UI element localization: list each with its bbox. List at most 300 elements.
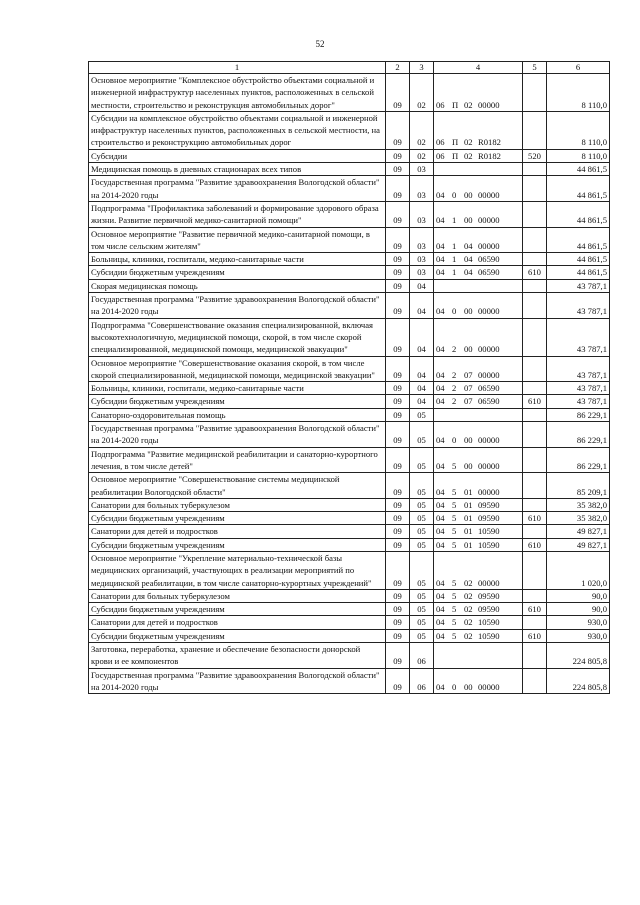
target-article-code xyxy=(434,512,523,525)
subsection-code: 03 xyxy=(410,201,434,227)
expense-type-code xyxy=(523,408,547,421)
section-code: 09 xyxy=(386,356,410,382)
row-name: Основное мероприятие "Развитие первичной медико-санитарной помощи, в том числе сельским жителям" xyxy=(89,227,386,253)
target-article-code xyxy=(434,408,523,421)
amount-value: 44 861,5 xyxy=(547,266,610,279)
section-code: 09 xyxy=(386,176,410,202)
expense-type-code xyxy=(523,447,547,473)
target-article-parts xyxy=(436,136,520,148)
subprogram-code: П xyxy=(452,150,459,161)
amount-value: 90,0 xyxy=(547,603,610,616)
event-code: 00 xyxy=(464,460,473,471)
table-row xyxy=(89,512,610,525)
table-row xyxy=(89,266,610,279)
row-name: Субсидии бюджетным учреждениям xyxy=(89,266,386,279)
subsection-code: 05 xyxy=(410,473,434,499)
target-article-code xyxy=(434,201,523,227)
target-article-code xyxy=(434,395,523,408)
subsection-code: 04 xyxy=(410,382,434,395)
row-name: Санатории для больных туберкулезом xyxy=(89,589,386,602)
row-name: Государственная программа "Развитие здравоохранения Вологодской области" на 2014-2020 годы xyxy=(89,176,386,202)
target-article-parts xyxy=(436,616,520,628)
direction-code: 10590 xyxy=(478,630,500,641)
section-code: 09 xyxy=(386,74,410,112)
target-article-code xyxy=(434,149,523,162)
program-code: 04 xyxy=(436,681,445,692)
direction-code: 06590 xyxy=(478,254,500,265)
target-article-code xyxy=(434,629,523,642)
event-code: 04 xyxy=(464,267,473,278)
target-article-parts xyxy=(436,499,520,511)
target-article-code xyxy=(434,111,523,149)
subsection-code: 05 xyxy=(410,603,434,616)
expense-type-code: 520 xyxy=(523,149,547,162)
subsection-code: 03 xyxy=(410,266,434,279)
program-code: 04 xyxy=(436,526,445,537)
row-name: Субсидии xyxy=(89,149,386,162)
expense-type-code xyxy=(523,201,547,227)
direction-code: 00000 xyxy=(478,681,500,692)
amount-value: 43 787,1 xyxy=(547,293,610,319)
direction-code: R0182 xyxy=(478,137,501,148)
amount-value: 49 827,1 xyxy=(547,538,610,551)
target-article-code xyxy=(434,227,523,253)
amount-value: 930,0 xyxy=(547,629,610,642)
table-row xyxy=(89,589,610,602)
row-name: Подпрограмма "Развитие медицинской реабилитации и санаторно-курортного лечения, в том числе детей" xyxy=(89,447,386,473)
subsection-code: 05 xyxy=(410,512,434,525)
table-row xyxy=(89,643,610,669)
table-row xyxy=(89,525,610,538)
section-code: 09 xyxy=(386,253,410,266)
table-row xyxy=(89,227,610,253)
section-code: 09 xyxy=(386,279,410,292)
subsection-code: 04 xyxy=(410,279,434,292)
subprogram-code: 5 xyxy=(452,604,457,615)
expense-type-code xyxy=(523,643,547,669)
table-row xyxy=(89,616,610,629)
event-code: 01 xyxy=(464,526,473,537)
row-name: Скорая медицинская помощь xyxy=(89,279,386,292)
subprogram-code: 1 xyxy=(452,267,457,278)
subsection-code: 02 xyxy=(410,149,434,162)
section-code: 09 xyxy=(386,149,410,162)
event-code: 01 xyxy=(464,486,473,497)
subsection-code: 06 xyxy=(410,668,434,694)
direction-code: 10590 xyxy=(478,617,500,628)
column-header-6: 6 xyxy=(547,62,610,74)
target-article-parts xyxy=(436,681,520,693)
target-article-code xyxy=(434,525,523,538)
amount-value: 86 229,1 xyxy=(547,408,610,421)
row-name: Основное мероприятие "Комплексное обустройство объектами социальной и инженерной инфраструктур населенных пунктов, расположенных в сельской местности, строительство и реконструкция автомобильных дорог" xyxy=(89,74,386,112)
section-code: 09 xyxy=(386,643,410,669)
subsection-code: 04 xyxy=(410,395,434,408)
section-code: 09 xyxy=(386,382,410,395)
target-article-parts xyxy=(436,525,520,537)
section-code: 09 xyxy=(386,227,410,253)
row-name: Подпрограмма "Профилактика заболеваний и формирование здорового образа жизни. Развитие первичной медико-санитарной помощи" xyxy=(89,201,386,227)
amount-value: 44 861,5 xyxy=(547,163,610,176)
row-name: Санатории для детей и подростков xyxy=(89,616,386,629)
expense-type-code xyxy=(523,382,547,395)
amount-value: 44 861,5 xyxy=(547,253,610,266)
amount-value: 43 787,1 xyxy=(547,279,610,292)
subsection-code: 05 xyxy=(410,525,434,538)
table-row xyxy=(89,253,610,266)
event-code: 04 xyxy=(464,254,473,265)
event-code: 00 xyxy=(464,344,473,355)
event-code: 07 xyxy=(464,369,473,380)
target-article-code xyxy=(434,279,523,292)
table-row xyxy=(89,395,610,408)
program-code: 04 xyxy=(436,435,445,446)
table-row xyxy=(89,382,610,395)
event-code: 02 xyxy=(464,604,473,615)
subprogram-code: 0 xyxy=(452,681,457,692)
target-article-parts xyxy=(436,99,520,111)
subprogram-code: 5 xyxy=(452,526,457,537)
row-name: Санатории для детей и подростков xyxy=(89,525,386,538)
program-code: 04 xyxy=(436,369,445,380)
table-row xyxy=(89,538,610,551)
row-name: Основное мероприятие "Укрепление материально-технической базы медицинских организаций, участвующих в реализации мероприятий по медицинской реабилитации, в том числе санаторно-курортных учреждений" xyxy=(89,551,386,589)
amount-value: 43 787,1 xyxy=(547,395,610,408)
table-row xyxy=(89,111,610,149)
column-header-1: 1 xyxy=(89,62,386,74)
expense-type-code: 610 xyxy=(523,266,547,279)
direction-code: 00000 xyxy=(478,577,500,588)
section-code: 09 xyxy=(386,589,410,602)
program-code: 04 xyxy=(436,513,445,524)
target-article-parts xyxy=(436,382,520,394)
row-name: Подпрограмма "Совершенствование оказания специализированной, включая высокотехнологичную, медицинской помощи, скорой, в том числе скорой специализированной, медицинской помощи, медицинской эвакуации" xyxy=(89,318,386,356)
row-name: Субсидии бюджетным учреждениям xyxy=(89,395,386,408)
subsection-code: 05 xyxy=(410,408,434,421)
amount-value: 43 787,1 xyxy=(547,382,610,395)
amount-value: 86 229,1 xyxy=(547,447,610,473)
expense-type-code xyxy=(523,176,547,202)
table-row xyxy=(89,318,610,356)
table-row xyxy=(89,447,610,473)
table-row xyxy=(89,201,610,227)
direction-code: 09590 xyxy=(478,513,500,524)
page-number: 52 xyxy=(315,39,325,49)
program-code: 04 xyxy=(436,396,445,407)
row-name: Санаторно-оздоровительная помощь xyxy=(89,408,386,421)
target-article-code xyxy=(434,668,523,694)
expense-type-code xyxy=(523,589,547,602)
direction-code: 09590 xyxy=(478,499,500,510)
target-article-code xyxy=(434,589,523,602)
table-row xyxy=(89,279,610,292)
row-name: Основное мероприятие "Совершенствование оказания скорой, в том числе скорой специализированной, медицинской помощи, медицинской эвакуации" xyxy=(89,356,386,382)
section-code: 09 xyxy=(386,447,410,473)
amount-value: 49 827,1 xyxy=(547,525,610,538)
direction-code: 10590 xyxy=(478,526,500,537)
target-article-parts xyxy=(436,150,520,162)
subprogram-code: 5 xyxy=(452,617,457,628)
subprogram-code: 1 xyxy=(452,215,457,226)
section-code: 09 xyxy=(386,111,410,149)
row-name: Субсидии бюджетным учреждениям xyxy=(89,603,386,616)
target-article-code xyxy=(434,318,523,356)
subsection-code: 04 xyxy=(410,356,434,382)
row-name: Субсидии бюджетным учреждениям xyxy=(89,512,386,525)
subprogram-code: 5 xyxy=(452,630,457,641)
row-name: Больницы, клиники, госпитали, медико-санитарные части xyxy=(89,382,386,395)
expense-type-code xyxy=(523,279,547,292)
event-code: 02 xyxy=(464,150,473,161)
event-code: 01 xyxy=(464,499,473,510)
target-article-parts xyxy=(436,539,520,551)
event-code: 02 xyxy=(464,577,473,588)
expense-type-code: 610 xyxy=(523,629,547,642)
event-code: 07 xyxy=(464,396,473,407)
target-article-code xyxy=(434,643,523,669)
event-code: 00 xyxy=(464,681,473,692)
subprogram-code: 5 xyxy=(452,590,457,601)
target-article-code xyxy=(434,551,523,589)
subsection-code: 05 xyxy=(410,538,434,551)
event-code: 07 xyxy=(464,383,473,394)
program-code: 06 xyxy=(436,137,445,148)
row-name: Заготовка, переработка, хранение и обеспечение безопасности донорской крови и ее компонентов xyxy=(89,643,386,669)
program-code: 04 xyxy=(436,539,445,550)
event-code: 00 xyxy=(464,215,473,226)
expense-type-code: 610 xyxy=(523,395,547,408)
target-article-code xyxy=(434,356,523,382)
row-name: Субсидии на комплексное обустройство объектами социальной и инженерной инфраструктур населенных пунктов, расположенных в сельской местности, на строительство и реконструкцию автомобильных дорог xyxy=(89,111,386,149)
target-article-parts xyxy=(436,189,520,201)
program-code: 04 xyxy=(436,577,445,588)
expense-type-code: 610 xyxy=(523,538,547,551)
expense-type-code xyxy=(523,473,547,499)
expense-type-code xyxy=(523,525,547,538)
subsection-code: 05 xyxy=(410,422,434,448)
amount-value: 44 861,5 xyxy=(547,227,610,253)
target-article-code xyxy=(434,293,523,319)
section-code: 09 xyxy=(386,629,410,642)
table-row xyxy=(89,473,610,499)
direction-code: 00000 xyxy=(478,189,500,200)
subsection-code: 02 xyxy=(410,74,434,112)
section-code: 09 xyxy=(386,551,410,589)
section-code: 09 xyxy=(386,395,410,408)
program-code: 04 xyxy=(436,630,445,641)
event-code: 04 xyxy=(464,240,473,251)
expense-type-code xyxy=(523,551,547,589)
direction-code: R0182 xyxy=(478,150,501,161)
table-row xyxy=(89,408,610,421)
row-name: Субсидии бюджетным учреждениям xyxy=(89,629,386,642)
section-code: 09 xyxy=(386,473,410,499)
direction-code: 09590 xyxy=(478,604,500,615)
table-row xyxy=(89,629,610,642)
target-article-parts xyxy=(436,460,520,472)
subprogram-code: 5 xyxy=(452,499,457,510)
program-code: 04 xyxy=(436,499,445,510)
target-article-code xyxy=(434,447,523,473)
subprogram-code: 0 xyxy=(452,189,457,200)
subprogram-code: 0 xyxy=(452,435,457,446)
column-header-5: 5 xyxy=(523,62,547,74)
amount-value: 44 861,5 xyxy=(547,176,610,202)
subsection-code: 04 xyxy=(410,318,434,356)
target-article-code xyxy=(434,498,523,511)
target-article-parts xyxy=(436,253,520,265)
target-article-parts xyxy=(436,603,520,615)
budget-table xyxy=(88,61,610,694)
section-code: 09 xyxy=(386,538,410,551)
table-row xyxy=(89,149,610,162)
table-row xyxy=(89,551,610,589)
direction-code: 06590 xyxy=(478,267,500,278)
direction-code: 10590 xyxy=(478,539,500,550)
target-article-code xyxy=(434,176,523,202)
subprogram-code: 2 xyxy=(452,396,457,407)
section-code: 09 xyxy=(386,408,410,421)
subprogram-code: 5 xyxy=(452,486,457,497)
subsection-code: 05 xyxy=(410,551,434,589)
amount-value: 43 787,1 xyxy=(547,356,610,382)
target-article-parts xyxy=(436,395,520,407)
subsection-code: 05 xyxy=(410,629,434,642)
table-row xyxy=(89,163,610,176)
direction-code: 00000 xyxy=(478,369,500,380)
program-code: 04 xyxy=(436,189,445,200)
program-code: 04 xyxy=(436,306,445,317)
program-code: 04 xyxy=(436,344,445,355)
subsection-code: 02 xyxy=(410,111,434,149)
program-code: 04 xyxy=(436,590,445,601)
section-code: 09 xyxy=(386,163,410,176)
subsection-code: 05 xyxy=(410,447,434,473)
target-article-code xyxy=(434,538,523,551)
amount-value: 8 110,0 xyxy=(547,111,610,149)
direction-code: 00000 xyxy=(478,240,500,251)
direction-code: 06590 xyxy=(478,383,500,394)
target-article-code xyxy=(434,163,523,176)
subprogram-code: 0 xyxy=(452,306,457,317)
target-article-parts xyxy=(436,266,520,278)
event-code: 02 xyxy=(464,617,473,628)
program-code: 04 xyxy=(436,486,445,497)
row-name: Медицинская помощь в дневных стационарах всех типов xyxy=(89,163,386,176)
subprogram-code: 1 xyxy=(452,254,457,265)
subprogram-code: 1 xyxy=(452,240,457,251)
direction-code: 00000 xyxy=(478,306,500,317)
target-article-code xyxy=(434,473,523,499)
expense-type-code xyxy=(523,293,547,319)
subprogram-code: 5 xyxy=(452,460,457,471)
direction-code: 00000 xyxy=(478,99,500,110)
expense-type-code xyxy=(523,422,547,448)
section-code: 09 xyxy=(386,266,410,279)
section-code: 09 xyxy=(386,603,410,616)
row-name: Субсидии бюджетным учреждениям xyxy=(89,538,386,551)
row-name: Основное мероприятие "Совершенствование системы медицинской реабилитации Вологодской области" xyxy=(89,473,386,499)
table-row xyxy=(89,422,610,448)
target-article-parts xyxy=(436,577,520,589)
subsection-code: 03 xyxy=(410,227,434,253)
amount-value: 86 229,1 xyxy=(547,422,610,448)
target-article-code xyxy=(434,603,523,616)
subprogram-code: 5 xyxy=(452,539,457,550)
program-code: 06 xyxy=(436,99,445,110)
row-name: Санатории для больных туберкулезом xyxy=(89,498,386,511)
target-article-code xyxy=(434,266,523,279)
target-article-code xyxy=(434,74,523,112)
subsection-code: 05 xyxy=(410,589,434,602)
target-article-parts xyxy=(436,240,520,252)
target-article-parts xyxy=(436,486,520,498)
target-article-parts xyxy=(436,590,520,602)
direction-code: 06590 xyxy=(478,396,500,407)
table-header-row xyxy=(89,62,610,74)
subprogram-code: 2 xyxy=(452,369,457,380)
subsection-code: 05 xyxy=(410,498,434,511)
event-code: 02 xyxy=(464,99,473,110)
program-code: 04 xyxy=(436,604,445,615)
subprogram-code: П xyxy=(452,99,459,110)
amount-value: 224 805,8 xyxy=(547,643,610,669)
program-code: 04 xyxy=(436,383,445,394)
subprogram-code: П xyxy=(452,137,459,148)
table-row xyxy=(89,356,610,382)
amount-value: 8 110,0 xyxy=(547,149,610,162)
target-article-parts xyxy=(436,512,520,524)
subsection-code: 03 xyxy=(410,253,434,266)
event-code: 00 xyxy=(464,189,473,200)
subsection-code: 04 xyxy=(410,293,434,319)
expense-type-code xyxy=(523,227,547,253)
event-code: 01 xyxy=(464,513,473,524)
target-article-parts xyxy=(436,630,520,642)
target-article-code xyxy=(434,422,523,448)
row-name: Больницы, клиники, госпитали, медико-санитарные части xyxy=(89,253,386,266)
program-code: 04 xyxy=(436,267,445,278)
section-code: 09 xyxy=(386,525,410,538)
section-code: 09 xyxy=(386,668,410,694)
expense-type-code xyxy=(523,74,547,112)
target-article-code xyxy=(434,616,523,629)
program-code: 04 xyxy=(436,240,445,251)
expense-type-code xyxy=(523,616,547,629)
expense-type-code xyxy=(523,668,547,694)
section-code: 09 xyxy=(386,512,410,525)
target-article-code xyxy=(434,382,523,395)
subsection-code: 06 xyxy=(410,643,434,669)
expense-type-code xyxy=(523,253,547,266)
section-code: 09 xyxy=(386,422,410,448)
column-header-2: 2 xyxy=(386,62,410,74)
amount-value: 44 861,5 xyxy=(547,201,610,227)
section-code: 09 xyxy=(386,616,410,629)
subsection-code: 05 xyxy=(410,616,434,629)
expense-type-code xyxy=(523,318,547,356)
target-article-parts xyxy=(436,369,520,381)
amount-value: 930,0 xyxy=(547,616,610,629)
program-code: 04 xyxy=(436,254,445,265)
expense-type-code xyxy=(523,498,547,511)
amount-value: 90,0 xyxy=(547,589,610,602)
section-code: 09 xyxy=(386,293,410,319)
table-row xyxy=(89,293,610,319)
event-code: 02 xyxy=(464,137,473,148)
program-code: 04 xyxy=(436,617,445,628)
program-code: 04 xyxy=(436,215,445,226)
